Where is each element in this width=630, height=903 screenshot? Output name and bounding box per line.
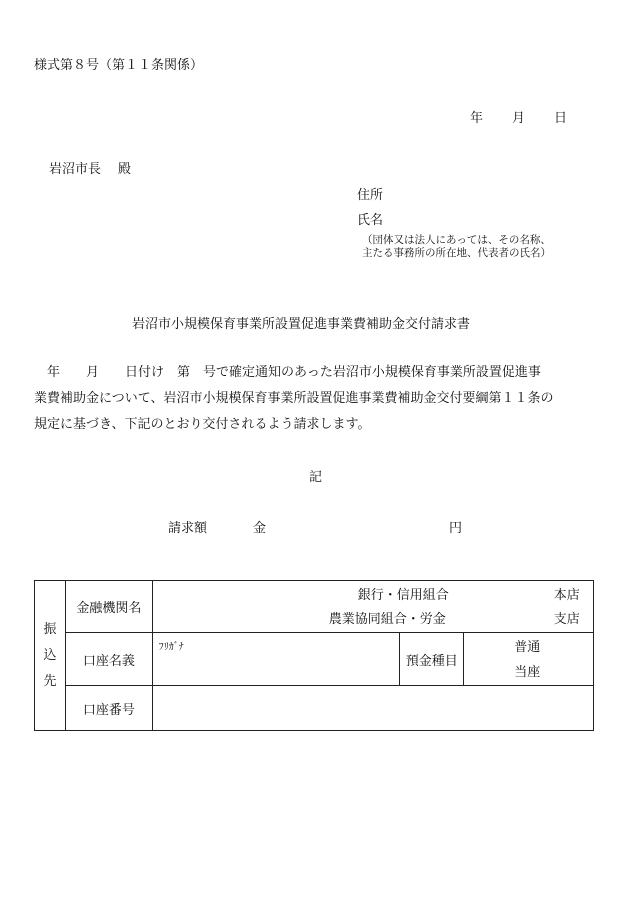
date-day-label: 日: [554, 111, 568, 126]
deposit-current: 当座: [514, 664, 541, 680]
side-label-char-2: 込: [43, 647, 57, 663]
name-label: 氏名: [357, 213, 384, 228]
body-line-2: 業費補助金について、岩沼市小規模保育事業所設置促進事業費補助金交付要綱第１１条の: [34, 391, 554, 406]
side-label-char-1: 振: [43, 621, 57, 637]
account-number-label: 口座番号: [65, 686, 152, 731]
deposit-type-options[interactable]: [464, 633, 594, 686]
address-label: 住所: [357, 188, 384, 203]
amount-label: 請求額: [168, 521, 208, 536]
addressee-honorific: 殿: [118, 162, 132, 177]
body-line-1: 年 月 日付け 第 号で確定通知のあった岩沼市小規模保育事業所設置促進事: [34, 365, 541, 380]
account-number-field[interactable]: [152, 686, 593, 731]
applicant-note-line1: （団体又は法人にあっては、その名称、: [362, 234, 551, 246]
bank-transfer-table: [34, 580, 594, 731]
bank-type-2: 農業協同組合・労金: [328, 611, 446, 627]
ki-label: 記: [309, 470, 323, 485]
addressee-name: 岩沼市長: [49, 162, 102, 177]
account-name-field[interactable]: [152, 633, 400, 686]
deposit-type-label: 預金種目: [400, 633, 464, 686]
applicant-note-line2: 主たる事務所の所在地、代表者の氏名）: [362, 247, 551, 259]
deposit-ordinary: 普通: [514, 639, 541, 655]
request-body: [34, 360, 602, 438]
amount-prefix: 金: [253, 521, 267, 536]
amount-unit: 円: [449, 521, 463, 536]
branch-main: 本店: [553, 587, 580, 603]
date-year-label: 年: [470, 111, 484, 126]
body-line-3: 規定に基づき、下記のとおり交付されるよう請求します。: [34, 417, 371, 432]
date-month-label: 月: [512, 111, 526, 126]
side-label-char-3: 先: [43, 673, 57, 689]
form-number: 様式第８号（第１１条関係）: [34, 58, 204, 73]
bank-type-1: 銀行・信用組合: [357, 587, 449, 603]
document-title: 岩沼市小規模保育事業所設置促進事業費補助金交付請求書: [132, 317, 471, 332]
transfer-destination-label: [35, 581, 66, 731]
institution-label: 金融機関名: [65, 581, 152, 633]
branch-sub: 支店: [553, 611, 580, 627]
institution-field[interactable]: [152, 581, 593, 633]
furigana-label: ﾌﾘｶﾞﾅ: [158, 642, 184, 653]
account-name-label: 口座名義: [65, 633, 152, 686]
